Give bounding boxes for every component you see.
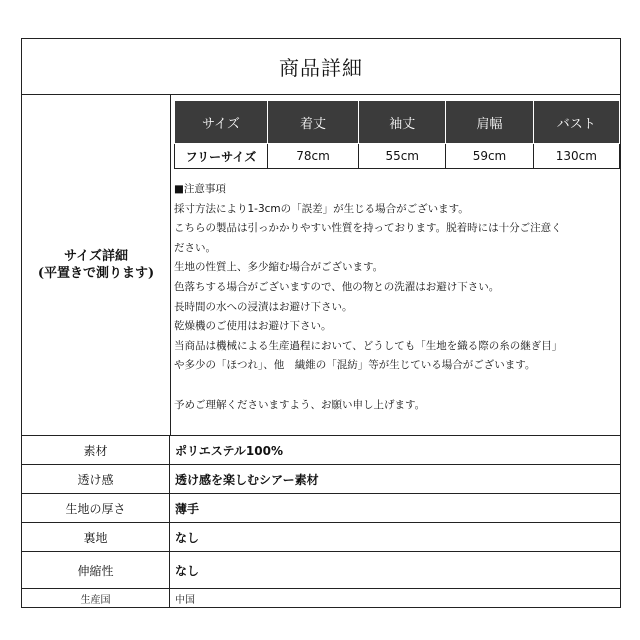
size-header-length: 着丈 xyxy=(267,101,358,144)
attr-value-lining: なし xyxy=(175,530,200,545)
attr-row-lining xyxy=(22,523,620,552)
attr-key-thickness: 生地の厚さ xyxy=(22,494,170,522)
notes-line: 予めご理解くださいますよう、お願い申し上げます。 xyxy=(174,398,426,411)
size-header-sleeve: 袖丈 xyxy=(359,101,446,144)
caution-notes xyxy=(174,180,614,415)
size-table-header-row xyxy=(175,101,620,144)
attr-key-material: 素材 xyxy=(22,436,170,464)
size-cell-sleeve: 55cm xyxy=(359,144,446,169)
notes-line: 長時間の水への浸漬はお避け下さい。 xyxy=(174,300,353,313)
attr-value-origin: 中国 xyxy=(175,594,195,606)
notes-line: 当商品は機械による生産過程において、どうしても「生地を織る際の糸の継ぎ目」 xyxy=(174,339,563,352)
size-detail-label-sub: (平置きで測ります) xyxy=(37,265,155,281)
size-header-bust: バスト xyxy=(533,101,619,144)
notes-spacer xyxy=(174,376,614,396)
attr-row-sheerness xyxy=(22,465,620,494)
notes-line: 乾燥機のご使用はお避け下さい。 xyxy=(174,320,332,333)
notes-heading: ■注意事項 xyxy=(174,183,226,195)
size-detail-label xyxy=(22,94,171,435)
attr-value-stretch: なし xyxy=(175,563,200,578)
size-header-shoulder: 肩幅 xyxy=(446,101,533,144)
size-cell-shoulder: 59cm xyxy=(446,144,533,169)
notes-line: 生地の性質上、多少縮む場合がございます。 xyxy=(174,261,384,274)
attr-key-sheerness: 透け感 xyxy=(22,465,170,493)
notes-line: こちらの製品は引っかかりやすい性質を持っております。脱着時には十分ご注意く xyxy=(174,222,562,235)
attr-value-material: ポリエステル100% xyxy=(175,443,283,458)
attr-value-sheerness: 透け感を楽しむシアー素材 xyxy=(175,472,319,487)
size-detail-section xyxy=(22,94,620,436)
attr-key-stretch: 伸縮性 xyxy=(22,552,170,588)
notes-line: 採寸方法により1-3cmの「誤差」が生じる場合がございます。 xyxy=(174,202,469,215)
attr-row-origin xyxy=(22,589,620,607)
size-table xyxy=(174,100,620,169)
attr-key-lining: 裏地 xyxy=(22,523,170,551)
attr-row-thickness xyxy=(22,494,620,523)
notes-line: ださい。 xyxy=(174,241,216,254)
attr-row-material xyxy=(22,436,620,465)
attr-row-stretch xyxy=(22,552,620,589)
attr-value-thickness: 薄手 xyxy=(175,501,200,516)
size-detail-label-main: サイズ詳細 xyxy=(64,248,128,264)
size-cell-size: フリーサイズ xyxy=(175,144,268,169)
page-title: 商品詳細 xyxy=(22,39,620,95)
attr-key-origin: 生産国 xyxy=(22,589,170,607)
size-header-size: サイズ xyxy=(175,101,268,144)
notes-line: 色落ちする場合がございますので、他の物との洗濯はお避け下さい。 xyxy=(174,280,500,293)
size-table-row xyxy=(175,144,620,169)
notes-line: や多少の「ほつれ」、他 繊維の「混紡」等が生じている場合がございます。 xyxy=(174,359,536,372)
size-cell-bust: 130cm xyxy=(533,144,619,169)
size-cell-length: 78cm xyxy=(267,144,358,169)
product-detail-sheet xyxy=(21,38,621,608)
